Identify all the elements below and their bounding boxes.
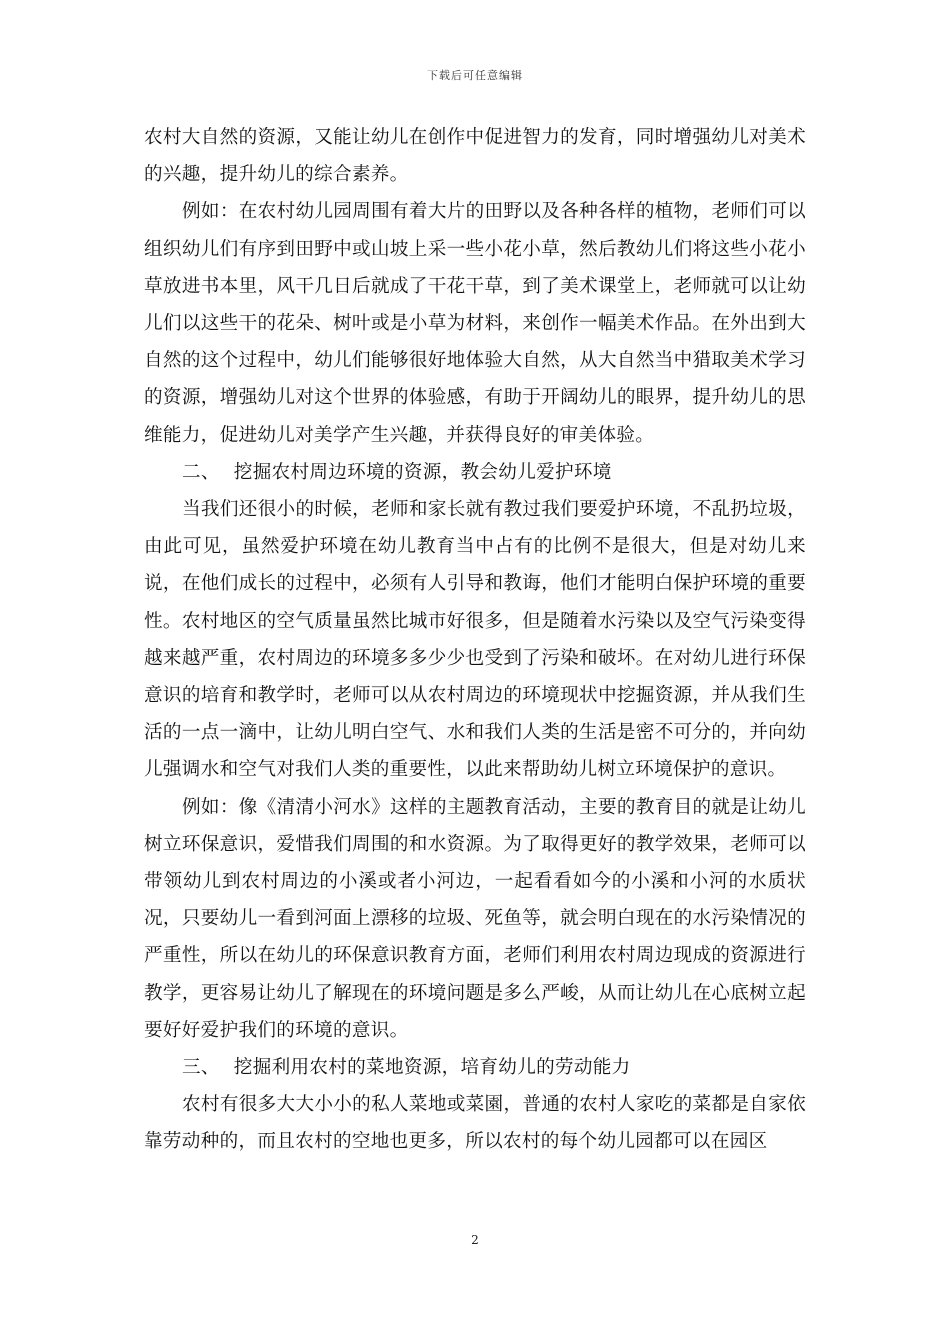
paragraph-example-art: 例如：在农村幼儿园周围有着大片的田野以及各种各样的植物，老师们可以组织幼儿们有序到田野中或山坡上采一些小花小草，然后教幼儿们将这些小花小草放进书本里，风干几日后就成了干花干草，到了美术课堂上，老师就可以让幼儿们以这些干的花朵、树叶或是小草为材料，来创作一幅美术作品。在外出到大自然的这个过程中，幼儿们能够很好地体验大自然，从大自然当中猎取美术学习的资源，增强幼儿对这个世界的体验感，有助于开阔幼儿的眼界，提升幼儿的思维能力，促进幼儿对美学产生兴趣，并获得良好的审美体验。 <box>144 201 806 446</box>
paragraph-environment: 当我们还很小的时候，老师和家长就有教过我们要爱护环境，不乱扔垃圾，由此可见，虽然爱护环境在幼儿教育当中占有的比例不是很大，但是对幼儿来说，在他们成长的过程中，必须有人引导和教诲，他们才能明白保护环境的重要性。农村地区的空气质量虽然比城市好很多，但是随着水污染以及空气污染变得越来越严重，农村周边的环境多多少少也受到了污染和破坏。在对幼儿进行环保意识的培育和教学时，老师可以从农村周边的环境现状中挖掘资源，并从我们生活的一点一滴中，让幼儿明白空气、水和我们人类的生活是密不可分的，并向幼儿强调水和空气对我们人类的重要性，以此来帮助幼儿树立环境保护的意识。 <box>144 499 806 781</box>
section-heading-2 <box>144 454 806 491</box>
section-heading-3 <box>144 1049 806 1086</box>
paragraph-vegetable-garden: 农村有很多大大小小的私人菜地或菜園，普通的农村人家吃的菜都是自家依靠劳动种的，而且农村的空地也更多，所以农村的每个幼儿园都可以在园区 <box>144 1094 806 1153</box>
section-number-3: 三、 <box>182 1057 220 1079</box>
document-body <box>144 119 806 1161</box>
paragraph-continuation: 农村大自然的资源，又能让幼儿在创作中促进智力的发育，同时增强幼儿对美术的兴趣，提升幼儿的综合素养。 <box>144 127 806 186</box>
paragraph-example-river: 例如：像《清清小河水》这样的主题教育活动，主要的教育目的就是让幼儿树立环保意识，爱惜我们周围的和水资源。为了取得更好的教学效果，老师可以带领幼儿到农村周边的小溪或者小河边，一起看看如今的小溪和小河的水质状况，只要幼儿一看到河面上漂移的垃圾、死鱼等，就会明白现在的水污染情况的严重性，所以在幼儿的环保意识教育方面，老师们利用农村周边现成的资源进行教学，更容易让幼儿了解现在的环境问题是多么严峻，从而让幼儿在心底树立起要好好爱护我们的环境的意识。 <box>144 796 806 1041</box>
page-header: 下载后可任意编辑 <box>427 69 523 82</box>
section-title-3: 挖掘利用农村的菜地资源，培育幼儿的劳动能力 <box>233 1057 631 1079</box>
page-number: 2 <box>471 1233 479 1247</box>
section-title-2: 挖掘农村周边环境的资源，教会幼儿爱护环境 <box>233 461 612 483</box>
section-number-2: 二、 <box>182 461 220 483</box>
